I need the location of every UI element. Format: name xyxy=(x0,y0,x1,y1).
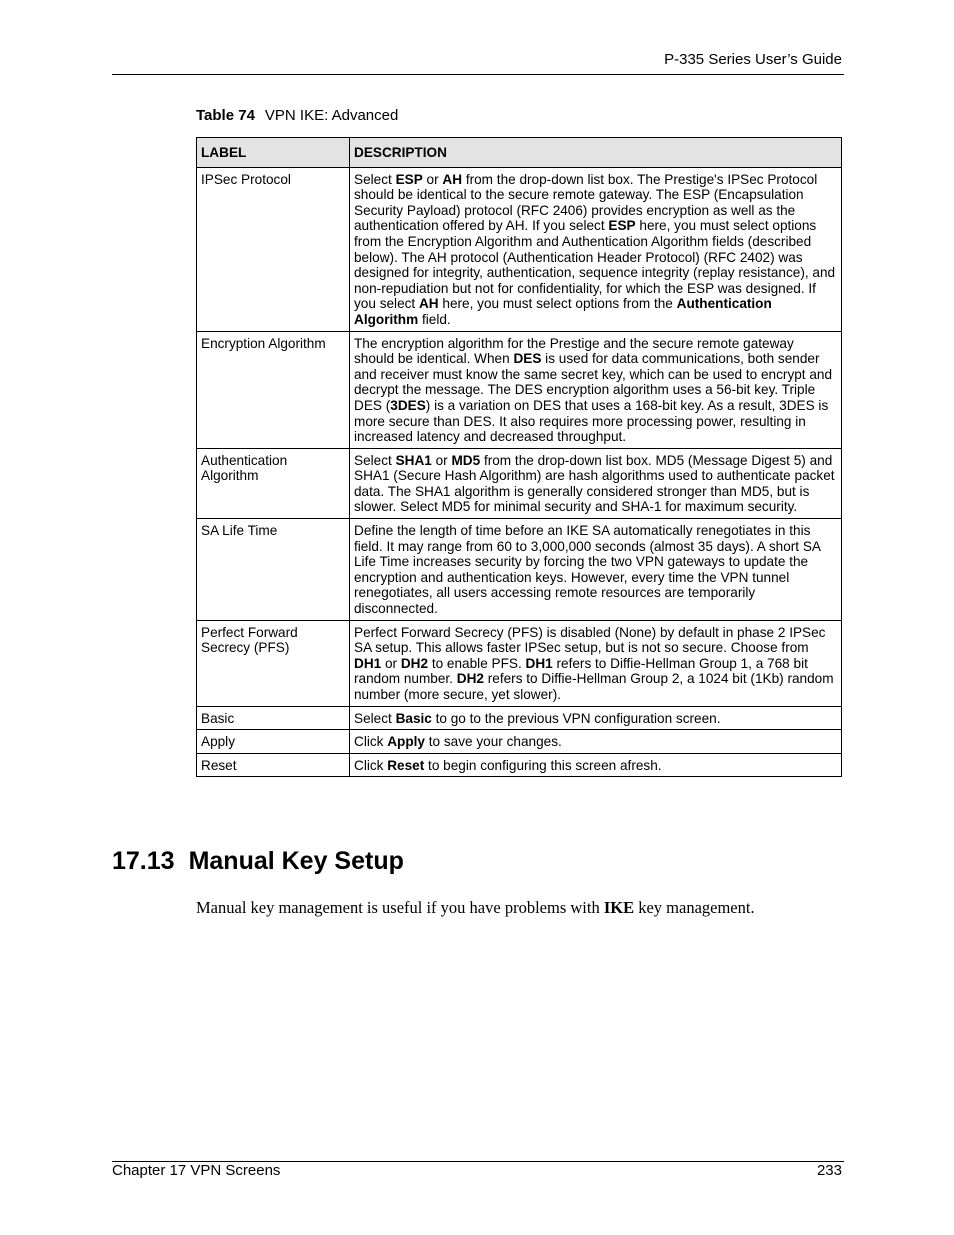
row-label: Authentication Algorithm xyxy=(197,448,350,518)
text-run: Select xyxy=(354,171,396,187)
text-run: Select xyxy=(354,710,396,726)
vpn-ike-advanced-table xyxy=(196,137,842,777)
text-run: Manual key management is useful if you have problems with xyxy=(196,898,604,917)
text-run: refers to Diffie-Hellman Group 2, a 1024 bit (1Kb) random number (more secure, yet slower). xyxy=(354,671,834,702)
bold-term: SHA1 xyxy=(395,452,432,468)
bold-term: ESP xyxy=(395,171,423,187)
table-caption-number: Table 74 xyxy=(196,107,255,124)
footer-page-number: 233 xyxy=(816,1162,842,1179)
header-rule xyxy=(112,74,844,75)
section-number: 17.13 xyxy=(112,847,175,875)
bold-term: DH1 xyxy=(525,655,553,671)
bold-term: DH2 xyxy=(400,655,429,671)
text-run: Perfect Forward Secrecy (PFS) is disabled (None) by default in phase 2 IPSec SA setup. This allows faster IPSec setup, but is not so secure. Choose from xyxy=(354,624,826,656)
text-run: from the drop-down list box. MD5 (Message Digest 5) and SHA1 (Secure Hash Algorithm) are hash algorithms used to authenticate packet data. The SHA1 algorithm is generally considered stronger than MD5, but is slower. Select MD5 for minimal security and SHA-1 for maximum security. xyxy=(354,452,835,515)
table-row xyxy=(197,448,842,518)
bold-term: Basic xyxy=(395,710,432,726)
table-row xyxy=(197,753,842,777)
text-run: The encryption algorithm for the Prestige and the secure remote gateway should be identical. When xyxy=(354,335,794,367)
row-description xyxy=(350,730,842,754)
table-caption xyxy=(196,107,398,125)
row-description xyxy=(350,167,842,331)
table-row xyxy=(197,730,842,754)
row-label: Apply xyxy=(197,730,350,754)
table-caption-title: VPN IKE: Advanced xyxy=(264,107,399,124)
running-header: P-335 Series User’s Guide xyxy=(664,51,842,68)
bold-term: DES xyxy=(513,351,542,367)
text-run: to save your changes. xyxy=(425,734,562,750)
row-description xyxy=(350,519,842,621)
bold-term: IKE xyxy=(603,898,635,917)
row-label: Encryption Algorithm xyxy=(197,331,350,448)
bold-term: MD5 xyxy=(451,452,481,468)
table-row xyxy=(197,167,842,331)
column-header-description: DESCRIPTION xyxy=(350,138,842,168)
text-run: Select xyxy=(354,452,396,468)
text-run: or xyxy=(422,171,443,187)
text-run: here, you must select options from the xyxy=(438,296,677,312)
bold-term: ESP xyxy=(608,218,636,234)
text-run: to begin configuring this screen afresh. xyxy=(424,757,662,773)
table-row xyxy=(197,331,842,448)
row-label: Reset xyxy=(197,753,350,777)
row-description xyxy=(350,331,842,448)
table-row xyxy=(197,706,842,730)
table-header-row xyxy=(197,138,842,168)
text-run: is used for data communications, both sender and receiver must know the same secret key, which can be used to encrypt and decrypt the message. The DES encryption algorithm uses a 56-bit key. Triple DES ( xyxy=(354,351,833,413)
bold-term: AH xyxy=(418,296,439,312)
text-run: or xyxy=(381,655,401,671)
column-header-label: LABEL xyxy=(197,138,350,168)
bold-term: DH1 xyxy=(354,655,382,671)
section-title: Manual Key Setup xyxy=(188,847,404,875)
row-label: IPSec Protocol xyxy=(197,167,350,331)
text-run: or xyxy=(431,452,452,468)
bold-term: Authentication Algorithm xyxy=(354,296,772,327)
bold-term: DH2 xyxy=(456,671,484,687)
table-body xyxy=(197,167,842,777)
bold-term: Apply xyxy=(387,734,425,750)
text-run: Click xyxy=(354,757,388,773)
text-run: here, you must select options from the Encryption Algorithm and Authentication Algorithm fields (described below). The AH protocol (Authentication Header Protocol) (RFC 2402) was designed for integrity, authentication, sequence integrity (replay resistance), and non-repudiation but not for confidentiality, for which the ESP was designed. If you select xyxy=(354,218,836,312)
section-body-paragraph xyxy=(196,898,755,918)
table-row xyxy=(197,519,842,621)
row-label: Basic xyxy=(197,706,350,730)
row-description xyxy=(350,706,842,730)
footer-chapter: Chapter 17 VPN Screens xyxy=(112,1162,281,1179)
text-run: key management. xyxy=(634,898,755,917)
text-run: Define the length of time before an IKE SA automatically renegotiates in this field. It may range from 60 to 3,000,000 seconds (almost 35 days). A short SA Life Time increases security by forcing the two VPN gateways to update the encryption and authentication keys. However, every time the VPN tunnel renegotiates, all users accessing remote resources are temporarily disconnected. xyxy=(354,523,821,617)
bold-term: 3DES xyxy=(390,397,426,413)
row-label: SA Life Time xyxy=(197,519,350,621)
text-run: refers to Diffie-Hellman Group 1, a 768 bit random number. xyxy=(354,655,808,687)
row-description xyxy=(350,620,842,706)
text-run: ) is a variation on DES that uses a 168-bit key. As a result, 3DES is more secure than DES. It also requires more processing power, resulting in increased latency and decreased throughput. xyxy=(354,397,829,445)
row-label: Perfect Forward Secrecy (PFS) xyxy=(197,620,350,706)
bold-term: Reset xyxy=(387,757,425,773)
text-run: field. xyxy=(418,311,451,327)
section-heading xyxy=(112,845,404,877)
table-row xyxy=(197,620,842,706)
text-run: from the drop-down list box. The Prestige's IPSec Protocol should be identical to the secure remote gateway. The ESP (Encapsulation Security Payload) protocol (RFC 2406) provides encryption as well as the authentication offered by AH. If you select xyxy=(354,171,818,234)
text-run: to go to the previous VPN configuration screen. xyxy=(431,710,721,726)
bold-term: AH xyxy=(442,171,463,187)
text-run: to enable PFS. xyxy=(428,655,526,671)
row-description xyxy=(350,753,842,777)
text-run: Click xyxy=(354,734,388,750)
row-description xyxy=(350,448,842,518)
